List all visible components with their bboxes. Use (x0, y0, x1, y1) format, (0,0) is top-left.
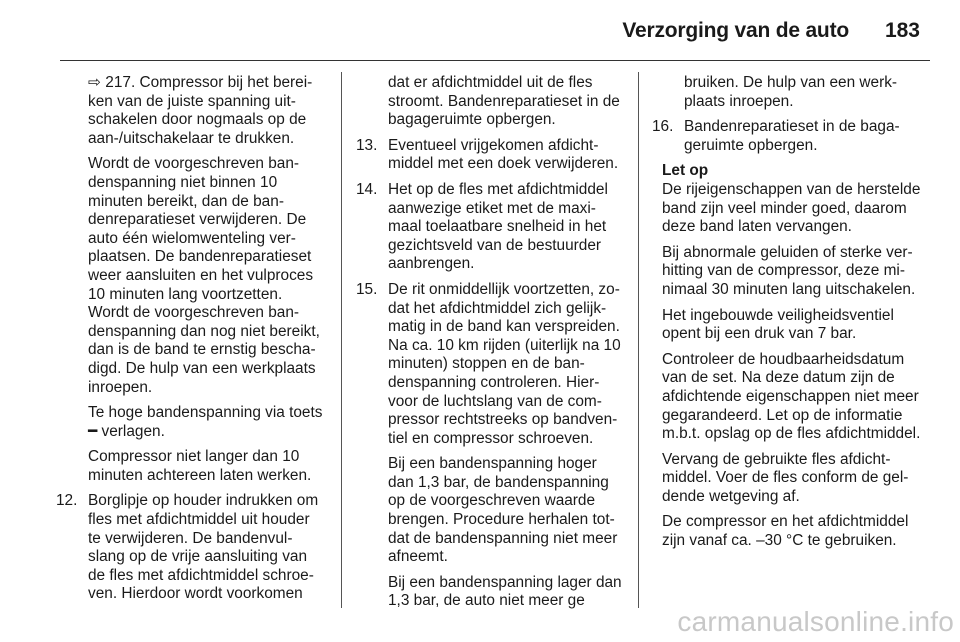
list-item-14 (356, 181, 624, 274)
column-2 (356, 74, 624, 618)
paragraph-compressor-off (78, 74, 323, 148)
paragraph-text: 217. Compressor bij het bereiken van de juiste spanning uitschakelen door nogmaals op de aan-/uitschakelaar te drukken. (88, 74, 313, 147)
note-block (652, 162, 927, 550)
column-divider (341, 72, 342, 608)
page-number: 183 (884, 19, 920, 42)
list-item-number: 14. (356, 180, 378, 198)
column-3 (652, 74, 927, 558)
list-item-15 (356, 281, 624, 448)
column-divider (638, 72, 639, 608)
paragraph-pressure-lower: Bij een bandenspanning lager dan 1,3 bar, de auto niet meer ge (388, 573, 622, 610)
list-item-text: Bandenreparatieset in de bagageruimte opbergen. (684, 118, 900, 154)
list-item-12 (56, 492, 323, 604)
list-item-continuation: dat er afdichtmiddel uit de fles stroomt. Bandenreparatieset in de bagageruimte opbergen. (388, 74, 620, 129)
paragraph-text: Te hoge bandenspanning via toets (88, 404, 323, 422)
paragraph-replace-bottle: Vervang de gebruikte fles afdichtmiddel. Voer de fles conform de geldende wetgeving af. (662, 450, 909, 505)
list-item-13 (356, 137, 624, 174)
paragraph-abnormal-noise: Bij abnormale geluiden of sterke verhitting van de compressor, deze minimaal 30 minuten lang uitschakelen. (662, 243, 916, 298)
list-item-number: 13. (356, 136, 378, 154)
column-1 (56, 74, 323, 611)
page-title: Verzorging van de auto (622, 19, 849, 42)
list-item-number: 16. (652, 118, 674, 136)
paragraph-temperature: De compressor en het afdichtmiddel zijn vanaf ca. –30 °C te gebruiken. (662, 513, 909, 550)
minus-button-icon: ━ (88, 422, 98, 440)
list-item-16 (652, 118, 927, 155)
note-text: De rijeigenschappen van de herstelde band zijn veel minder goed, daarom deze band laten vervangen. (662, 180, 921, 236)
reference-arrow-icon: ⇨ (88, 74, 101, 91)
list-item-text: Het op de fles met afdichtmiddel aanwezige etiket met de maximaal toelaatbare snelheid in het gezichtsveld van de bestuurder aanbrengen. (388, 180, 608, 273)
paragraph-safety-valve: Het ingebouwde veiligheidsventiel opent bij een druk van 7 bar. (662, 306, 894, 343)
paragraph-pressure-too-high (78, 404, 323, 441)
watermark: carmanualsonline.info (677, 606, 954, 637)
list-item-text: Eventueel vrijgekomen afdichtmiddel met een doek verwijderen. (388, 136, 619, 173)
list-item-number: 12. (56, 492, 78, 510)
header-rule (60, 60, 930, 61)
paragraph-expiry-date: Controleer de houdbaarheidsdatum van de set. Na deze datum zijn de afdichtende eigenschappen niet meer gegarandeerd. Let op de informatie m.b.t. opslag op de fles afdichtmiddel. (662, 350, 921, 443)
list-item-number: 15. (356, 280, 378, 298)
note-title: Let op (662, 162, 709, 180)
list-item-continuation: bruiken. De hulp van een werkplaats inroepen. (684, 74, 898, 110)
list-item-text: Borglipje op houder indrukken om fles met afdichtmiddel uit houder te verwijderen. De bandenvulslang op de vrije aansluiting van de fles met afdichtmiddel schroeven. Hierdoor wordt voorkomen (88, 492, 319, 603)
paragraph-pressure-higher: Bij een bandenspanning hoger dan 1,3 bar, de bandenspanning op de voorgeschreven waarde brengen. Procedure herhalen totdat de bandenspanning niet meer afneemt. (388, 455, 618, 566)
paragraph-text: verlagen. (97, 422, 165, 440)
paragraph-pressure-not-reached: Wordt de voorgeschreven bandenspanning niet binnen 10 minuten bereikt, dan de bandenreparatieset verwijderen. De auto één wielomwenteling verplaatsen. De bandenreparatieset weer aansluiten en het vulproces 10 minuten lang voortzetten. Wordt de voorgeschreven bandenspanning dan nog niet bereikt, dan is de band te ernstig beschadigd. De hulp van een werkplaats inroepen. (88, 155, 320, 396)
list-item-text: De rit onmiddellijk voortzetten, zodat het afdichtmiddel zich gelijkmatig in de band kan verspreiden. Na ca. 10 km rijden (uiterlijk na 10 minuten) stoppen en de bandenspanning controleren. Hiervoor de luchtslang van de compressor rechtstreeks op bandventiel en compressor schroeven. (388, 280, 621, 447)
page-header (0, 0, 960, 62)
paragraph-max-runtime: Compressor niet langer dan 10 minuten achtereen laten werken. (88, 448, 312, 484)
